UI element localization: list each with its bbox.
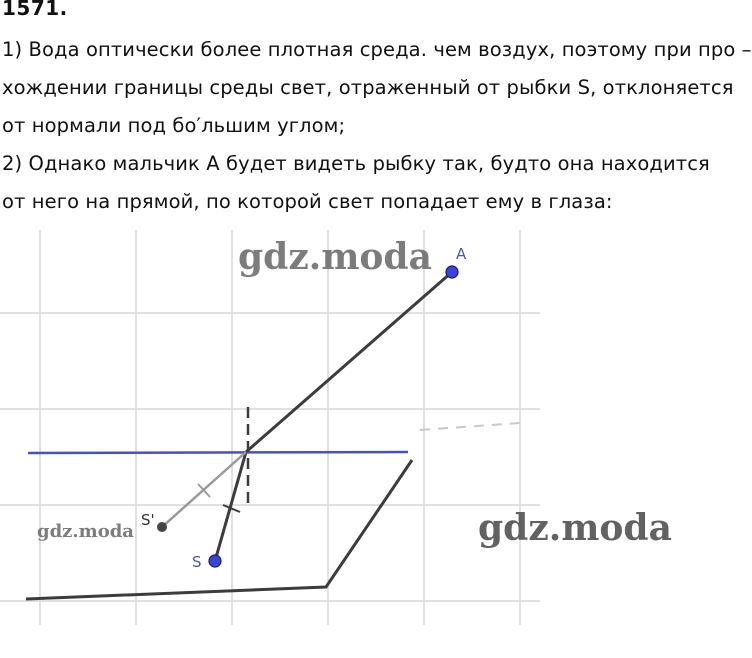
watermark-left: gdz.moda [37,521,134,542]
label-A: A [456,245,467,263]
refracted-ray-to-A [246,272,452,452]
text-line-2: хождении границы среды свет, отраженный от рыбки S, отклоняется [2,76,734,99]
ray-from-S [215,452,246,561]
point-A [446,266,458,278]
label-S-prime: S' [141,511,155,529]
text-line-5: от него на прямой, по которой свет попадает ему в глаза: [2,190,613,213]
text-line-3: от нормали под бо′льшим углом; [2,114,346,137]
label-S: S [192,553,202,571]
problem-number: 1571. [2,0,68,20]
surface-dashed-extension [420,423,520,430]
water-surface-line [28,452,408,453]
refraction-diagram [0,225,672,650]
text-line-4: 2) Однако мальчик A будет видеть рыбку так, будто она находится [2,152,710,175]
point-S-prime [157,522,167,532]
text-line-1: 1) Вода оптически более плотная среда. чем воздух, поэтому при про – [2,38,752,61]
watermark-top: gdz.moda [238,236,432,278]
point-S [209,555,221,567]
watermark-right: gdz.moda [478,507,672,549]
